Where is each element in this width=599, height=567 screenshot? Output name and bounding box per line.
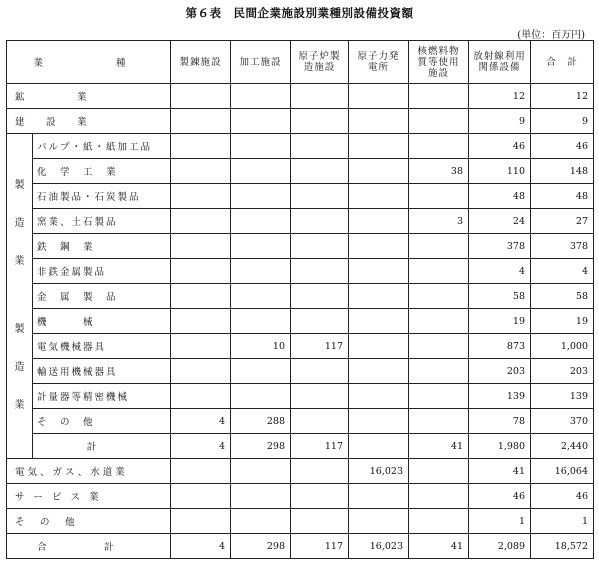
table-cell-value — [171, 259, 231, 284]
table-row — [7, 359, 594, 384]
table-cell-value — [349, 184, 409, 209]
table-row — [7, 259, 594, 284]
table-cell-value: 46 — [469, 134, 531, 159]
table-cell-value — [291, 134, 349, 159]
table-cell-value — [291, 459, 349, 484]
row-label: 電気機械器具 — [33, 334, 171, 359]
table-body — [7, 84, 594, 559]
table-cell-value — [409, 234, 469, 259]
table-cell-value: 4 — [531, 259, 594, 284]
header-col: 製錬施設 — [171, 41, 231, 84]
group-label-char: 製 — [14, 180, 25, 191]
table-cell-value — [231, 259, 291, 284]
group-label-char: 業 — [14, 256, 25, 267]
table-cell-value: 110 — [469, 159, 531, 184]
table-cell-value — [349, 284, 409, 309]
table-cell-value — [409, 184, 469, 209]
table-cell-value: 16,023 — [349, 534, 409, 559]
table-cell-value: 3 — [409, 209, 469, 234]
table-cell-value: 58 — [531, 284, 594, 309]
table-cell-value: 48 — [531, 184, 594, 209]
table-cell-value — [291, 359, 349, 384]
table-cell-value — [231, 234, 291, 259]
table-cell-value: 1,980 — [469, 434, 531, 459]
row-label: 電気、ガス、水道業 — [7, 459, 171, 484]
table-cell-value: 1,000 — [531, 334, 594, 359]
row-label: 合 計 — [7, 534, 171, 559]
table-cell-value — [231, 509, 291, 534]
table-cell-value — [349, 259, 409, 284]
table-cell-value — [409, 384, 469, 409]
table-cell-value — [231, 109, 291, 134]
row-label: サ ー ビ ス 業 — [7, 484, 171, 509]
table-cell-value: 1 — [531, 509, 594, 534]
table-cell-value: 4 — [469, 259, 531, 284]
row-label: 機 械 — [33, 309, 171, 334]
row-label: 計 — [33, 434, 171, 459]
row-label: 化 学 工 業 — [33, 159, 171, 184]
table-cell-value — [291, 484, 349, 509]
table-cell-value — [171, 334, 231, 359]
group-label-char: 製 — [14, 324, 25, 335]
table-cell-value — [349, 484, 409, 509]
table-cell-value — [349, 334, 409, 359]
table-cell-value — [349, 434, 409, 459]
table-cell-value: 370 — [531, 409, 594, 434]
table-cell-value — [291, 259, 349, 284]
grand-total-row — [7, 534, 594, 559]
table-cell-value: 24 — [469, 209, 531, 234]
table-row — [7, 234, 594, 259]
table-cell-value — [291, 84, 349, 109]
table-cell-value — [171, 484, 231, 509]
row-label: 非鉄金属製品 — [33, 259, 171, 284]
table-cell-value — [291, 184, 349, 209]
table-cell-value — [171, 109, 231, 134]
table-cell-value: 2,089 — [469, 534, 531, 559]
table-cell-value — [231, 284, 291, 309]
header-col: 放射線利用関係設備 — [469, 41, 531, 84]
table-cell-value — [171, 234, 231, 259]
table-cell-value: 38 — [409, 159, 469, 184]
table-cell-value — [349, 134, 409, 159]
table-cell-value: 41 — [409, 534, 469, 559]
table-cell-value: 139 — [469, 384, 531, 409]
group-label-char: 業 — [14, 400, 25, 411]
unit-note: (単位：百万円) — [517, 30, 585, 41]
table-cell-value — [171, 134, 231, 159]
table-row — [7, 384, 594, 409]
table-cell-value: 18,572 — [531, 534, 594, 559]
table-cell-value — [349, 509, 409, 534]
table-cell-value — [231, 459, 291, 484]
group-label-char: 造 — [14, 218, 25, 229]
table-cell-value — [291, 284, 349, 309]
table-cell-value — [171, 509, 231, 534]
table-cell-value: 139 — [531, 384, 594, 409]
row-label: 鉄 鋼 業 — [33, 234, 171, 259]
group-label-char: 造 — [14, 362, 25, 373]
table-cell-value: 378 — [469, 234, 531, 259]
table-cell-value — [291, 509, 349, 534]
table-cell-value — [349, 84, 409, 109]
table-cell-value: 378 — [531, 234, 594, 259]
table-cell-value — [231, 209, 291, 234]
row-label: 計量器等精密機械 — [33, 384, 171, 409]
table-cell-value — [291, 309, 349, 334]
table-cell-value: 203 — [531, 359, 594, 384]
table-cell-value — [291, 384, 349, 409]
table-cell-value — [171, 84, 231, 109]
table-row — [7, 459, 594, 484]
table-cell-value: 298 — [231, 534, 291, 559]
table-cell-value: 4 — [171, 409, 231, 434]
table-cell-value — [291, 109, 349, 134]
table-cell-value — [171, 359, 231, 384]
row-label: 窯業、土石製品 — [33, 209, 171, 234]
row-label: パルプ・紙・紙加工品 — [33, 134, 171, 159]
table-cell-value: 46 — [531, 134, 594, 159]
table-cell-value: 16,023 — [349, 459, 409, 484]
table-cell-value — [349, 209, 409, 234]
row-label: 鉱 業 — [7, 84, 171, 109]
table-row — [7, 209, 594, 234]
table-cell-value: 117 — [291, 434, 349, 459]
row-label: 金 属 製 品 — [33, 284, 171, 309]
table-cell-value: 148 — [531, 159, 594, 184]
table-cell-value: 46 — [469, 484, 531, 509]
header-row — [7, 41, 594, 84]
table-cell-value — [409, 359, 469, 384]
row-label: そ の 他 — [33, 409, 171, 434]
table-cell-value — [409, 409, 469, 434]
table-cell-value: 41 — [409, 434, 469, 459]
table-row — [7, 109, 594, 134]
table-cell-value: 203 — [469, 359, 531, 384]
table-cell-value — [291, 234, 349, 259]
row-label: そ の 他 — [7, 509, 171, 534]
table-cell-value — [349, 409, 409, 434]
table-cell-value — [171, 184, 231, 209]
table-cell-value — [231, 184, 291, 209]
table-row — [7, 434, 594, 459]
header-col: 原子炉製造施設 — [291, 41, 349, 84]
table-cell-value — [231, 384, 291, 409]
row-label: 石油製品・石炭製品 — [33, 184, 171, 209]
table-cell-value: 27 — [531, 209, 594, 234]
table-cell-value — [409, 509, 469, 534]
table-cell-value — [231, 309, 291, 334]
table-cell-value — [409, 134, 469, 159]
table-cell-value — [231, 359, 291, 384]
table-cell-value — [171, 459, 231, 484]
table-cell-value — [231, 159, 291, 184]
header-col: 核燃料物質等使用施設 — [409, 41, 469, 84]
table-row — [7, 84, 594, 109]
table-cell-value: 19 — [531, 309, 594, 334]
table-cell-value — [409, 84, 469, 109]
table-row — [7, 409, 594, 434]
table-cell-value — [171, 209, 231, 234]
table-cell-value: 16,064 — [531, 459, 594, 484]
table-row — [7, 309, 594, 334]
investment-table — [6, 40, 594, 559]
table-cell-value — [231, 84, 291, 109]
table-row — [7, 184, 594, 209]
header-col: 原子力発電所 — [349, 41, 409, 84]
table-cell-value: 2,440 — [531, 434, 594, 459]
table-cell-value — [349, 359, 409, 384]
table-cell-value — [409, 334, 469, 359]
table-cell-value: 46 — [531, 484, 594, 509]
table-cell-value — [409, 459, 469, 484]
table-row — [7, 484, 594, 509]
table-row — [7, 159, 594, 184]
table-cell-value: 9 — [469, 109, 531, 134]
table-cell-value: 12 — [531, 84, 594, 109]
table-cell-value — [409, 109, 469, 134]
table-cell-value — [409, 484, 469, 509]
table-cell-value — [171, 159, 231, 184]
row-label: 輸送用機械器具 — [33, 359, 171, 384]
table-cell-value — [349, 159, 409, 184]
row-label: 建 設 業 — [7, 109, 171, 134]
table-cell-value — [349, 384, 409, 409]
table-row — [7, 334, 594, 359]
table-cell-value: 19 — [469, 309, 531, 334]
header-category: 業 種 — [7, 41, 171, 84]
table-cell-value — [231, 134, 291, 159]
table-cell-value — [409, 284, 469, 309]
table-cell-value — [171, 309, 231, 334]
table-cell-value: 288 — [231, 409, 291, 434]
table-row — [7, 134, 594, 159]
table-cell-value: 298 — [231, 434, 291, 459]
table-cell-value — [171, 284, 231, 309]
table-cell-value: 117 — [291, 334, 349, 359]
table-cell-value — [409, 309, 469, 334]
table-cell-value: 4 — [171, 434, 231, 459]
table-cell-value — [291, 409, 349, 434]
table-cell-value: 117 — [291, 534, 349, 559]
table-cell-value — [349, 109, 409, 134]
table-cell-value: 41 — [469, 459, 531, 484]
page-title: 第６表 民間企業施設別業種別設備投資額 — [185, 6, 414, 20]
table-cell-value — [349, 309, 409, 334]
manufacturing-group-label — [7, 134, 33, 459]
table-cell-value: 1 — [469, 509, 531, 534]
table-cell-value — [231, 484, 291, 509]
table-cell-value: 78 — [469, 409, 531, 434]
header-col: 合 計 — [531, 41, 594, 84]
table-cell-value: 9 — [531, 109, 594, 134]
table-cell-value: 873 — [469, 334, 531, 359]
header-col: 加工施設 — [231, 41, 291, 84]
table-cell-value: 12 — [469, 84, 531, 109]
table-cell-value — [291, 159, 349, 184]
table-cell-value: 48 — [469, 184, 531, 209]
table-cell-value: 4 — [171, 534, 231, 559]
table-cell-value — [291, 209, 349, 234]
table-row — [7, 284, 594, 309]
table-cell-value — [171, 384, 231, 409]
table-cell-value — [409, 259, 469, 284]
table-row — [7, 509, 594, 534]
table-cell-value — [349, 234, 409, 259]
table-cell-value: 58 — [469, 284, 531, 309]
table-cell-value: 10 — [231, 334, 291, 359]
